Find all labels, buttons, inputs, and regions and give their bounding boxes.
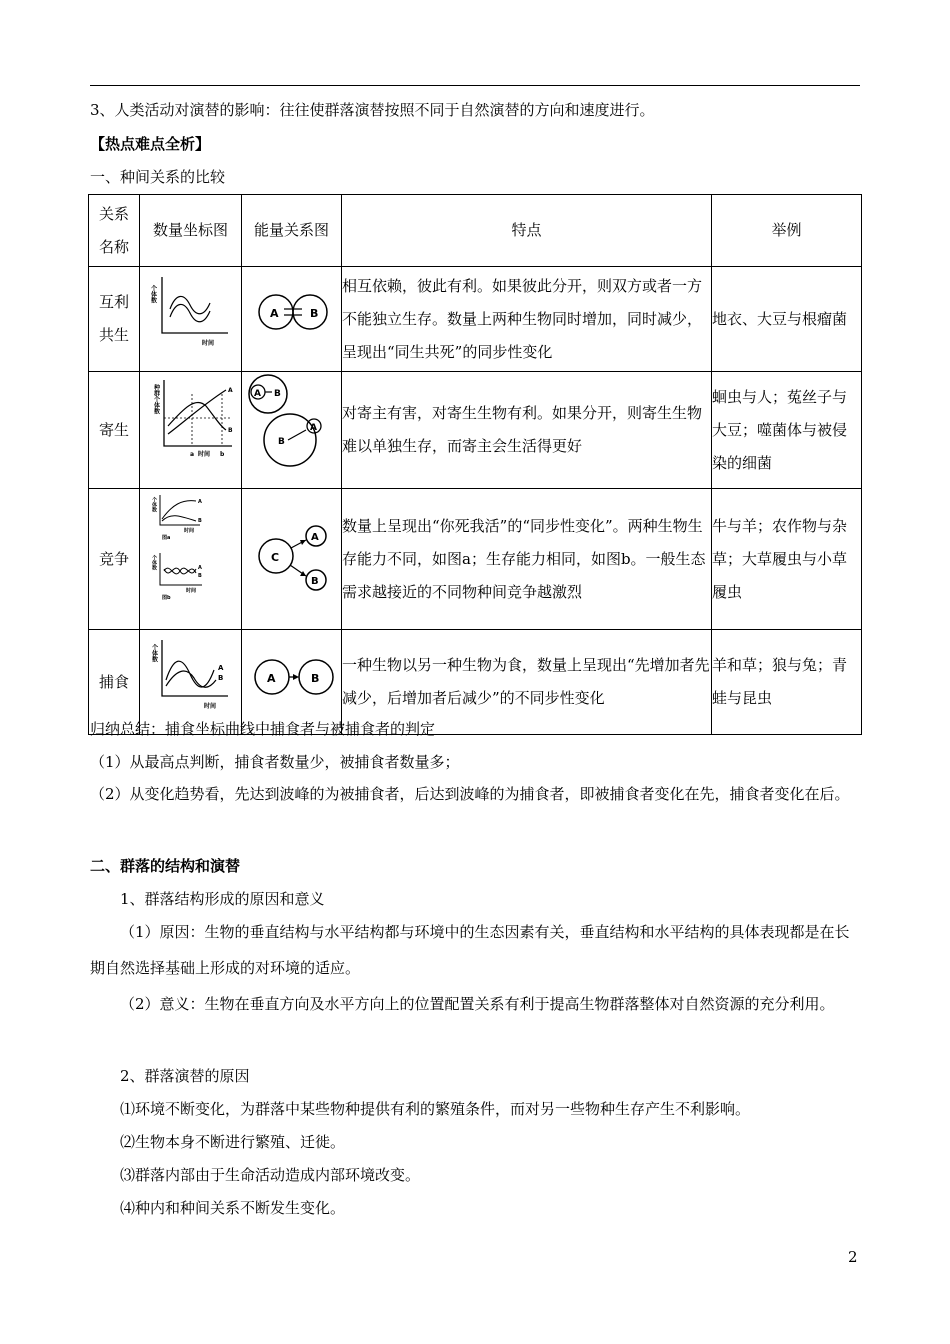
table-row bbox=[89, 372, 862, 489]
succession-reason-4: ⑷种内和种间关系不断发生变化。 bbox=[120, 1199, 346, 1217]
hot-topics-title: 【热点难点全析】 bbox=[90, 135, 211, 153]
table-header-row bbox=[89, 195, 862, 267]
svg-text:个体数: 个体数 bbox=[150, 497, 157, 512]
parasitism-energy-diagram bbox=[244, 372, 340, 476]
mutualism-example: 地衣、大豆与根瘤菌 bbox=[712, 267, 862, 372]
svg-text:B: B bbox=[309, 307, 318, 320]
section-1-title: 一、种间关系的比较 bbox=[90, 168, 226, 186]
section-2-title: 二、群落的结构和演替 bbox=[90, 857, 241, 875]
svg-text:A: A bbox=[197, 499, 202, 505]
row-name-parasitism: 寄生 bbox=[89, 372, 140, 489]
mutualism-energy-diagram bbox=[244, 268, 340, 358]
header-example: 举例 bbox=[712, 195, 862, 267]
competition-graph bbox=[140, 489, 242, 630]
predation-example: 羊和草；狼与兔；青蛙与昆虫 bbox=[712, 630, 862, 735]
competition-feature: 数量上呈现出“你死我活”的“同步性变化”。两种生物生存能力不同，如图a；生存能力相同，如图b。一般生态需求越接近的不同物种间竞争越激烈 bbox=[342, 489, 712, 630]
parasitism-example: 蛔虫与人；菟丝子与大豆；噬菌体与被侵染的细菌 bbox=[712, 372, 862, 489]
svg-text:A: A bbox=[269, 307, 279, 320]
mutualism-feature: 相互依赖，彼此有利。如果彼此分开，则双方或者一方不能独立生存。数量上两种生物同时增加，同时减少，呈现出“同生共死”的同步性变化 bbox=[342, 267, 712, 372]
svg-text:B: B bbox=[310, 576, 319, 587]
header-name-line1: 关系 bbox=[98, 204, 129, 223]
structure-significance: （2）意义：生物在垂直方向及水平方向上的位置配置关系有利于提高生物群落整体对自然资源的充分利用。 bbox=[120, 995, 835, 1013]
svg-text:个体数: 个体数 bbox=[150, 555, 157, 570]
svg-text:A: A bbox=[253, 389, 261, 399]
svg-text:B: B bbox=[277, 437, 285, 447]
header-feature: 特点 bbox=[342, 195, 712, 267]
svg-text:A: A bbox=[310, 532, 319, 543]
competition-energy-diagram bbox=[244, 498, 340, 608]
svg-text:A: A bbox=[266, 672, 276, 685]
svg-text:个体数: 个体数 bbox=[150, 644, 157, 662]
svg-text:时间: 时间 bbox=[203, 703, 216, 710]
intro-item-3: 3、人类活动对演替的影响：往往使群落演替按照不同于自然演替的方向和速度进行。 bbox=[90, 101, 655, 119]
svg-text:图a: 图a bbox=[161, 535, 170, 541]
parasitism-energy bbox=[242, 372, 342, 489]
section-2-sub-1: 1、群落结构形成的原因和意义 bbox=[120, 890, 325, 908]
svg-text:图b: 图b bbox=[161, 595, 171, 601]
summary-point-2: （2）从变化趋势看，先达到波峰的为被捕食者，后达到波峰的为捕食者，即被捕食者变化在先，捕食者变化在后。 bbox=[90, 785, 850, 803]
header-rule bbox=[90, 85, 860, 86]
competition-coordinate-graphs bbox=[144, 489, 238, 617]
succession-reason-2: ⑵生物本身不断进行繁殖、迁徙。 bbox=[120, 1133, 346, 1151]
svg-text:时间: 时间 bbox=[183, 528, 194, 534]
header-graph: 数量坐标图 bbox=[140, 195, 242, 267]
competition-energy bbox=[242, 489, 342, 630]
summary-point-1: （1）从最高点判断，捕食者数量少，被捕食者数量多； bbox=[90, 753, 460, 771]
mutualism-coordinate-graph bbox=[144, 267, 238, 359]
svg-text:B: B bbox=[227, 427, 233, 434]
svg-text:B: B bbox=[217, 674, 223, 682]
mutualism-energy bbox=[242, 267, 342, 372]
parasitism-graph bbox=[140, 372, 242, 489]
svg-text:种群个体数: 种群个体数 bbox=[152, 384, 159, 414]
predation-coordinate-graph bbox=[144, 630, 238, 722]
svg-text:A: A bbox=[309, 423, 317, 433]
row-name-competition: 竞争 bbox=[89, 489, 140, 630]
succession-reason-3: ⑶群落内部由于生命活动造成内部环境改变。 bbox=[120, 1166, 421, 1184]
predation-feature: 一种生物以另一种生物为食，数量上呈现出“先增加者先减少，后增加者后减少”的不同步性变化 bbox=[342, 630, 712, 735]
svg-text:A: A bbox=[217, 664, 223, 672]
interspecies-comparison-table bbox=[88, 194, 862, 735]
svg-text:B: B bbox=[273, 389, 281, 399]
svg-text:b: b bbox=[219, 451, 224, 458]
table-row bbox=[89, 489, 862, 630]
summary-title: 归纳总结：捕食坐标曲线中捕食者与被捕食者的判定 bbox=[90, 720, 436, 738]
header-energy: 能量关系图 bbox=[242, 195, 342, 267]
page-number: 2 bbox=[848, 1248, 858, 1266]
svg-text:B: B bbox=[197, 518, 202, 524]
svg-text:a: a bbox=[189, 451, 194, 458]
svg-text:时间: 时间 bbox=[201, 340, 214, 347]
parasitism-feature: 对寄主有害，对寄生生物有利。如果分开，则寄生生物难以单独生存，而寄主会生活得更好 bbox=[342, 372, 712, 489]
succession-reason-1: ⑴环境不断变化，为群落中某些物种提供有利的繁殖条件，而对另一些物种生存产生不利影响。 bbox=[120, 1100, 751, 1118]
parasitism-coordinate-graph bbox=[144, 374, 238, 474]
competition-example: 牛与羊；农作物与杂草；大草履虫与小草履虫 bbox=[712, 489, 862, 630]
svg-text:A: A bbox=[197, 565, 202, 571]
svg-text:时间: 时间 bbox=[185, 588, 196, 594]
section-2-sub-2: 2、群落演替的原因 bbox=[120, 1067, 250, 1085]
row-name-predation: 捕食 bbox=[89, 630, 140, 735]
svg-text:个体数: 个体数 bbox=[149, 285, 156, 303]
mutualism-graph bbox=[140, 267, 242, 372]
row-name-mutualism: 互利 共生 bbox=[89, 267, 140, 372]
svg-text:C: C bbox=[270, 551, 279, 564]
svg-text:B: B bbox=[197, 573, 202, 579]
svg-text:时间: 时间 bbox=[197, 451, 210, 458]
table-row bbox=[89, 267, 862, 372]
structure-reason: （1）原因：生物的垂直结构与水平结构都与环境中的生态因素有关，垂直结构和水平结构的具体表现都是在长期自然选择基础上形成的对环境的适应。 bbox=[90, 923, 850, 977]
predation-energy-diagram bbox=[244, 631, 340, 721]
header-name bbox=[89, 195, 140, 267]
header-name-line2: 名称 bbox=[98, 237, 129, 256]
svg-text:A: A bbox=[227, 387, 233, 394]
svg-text:B: B bbox=[310, 672, 319, 685]
